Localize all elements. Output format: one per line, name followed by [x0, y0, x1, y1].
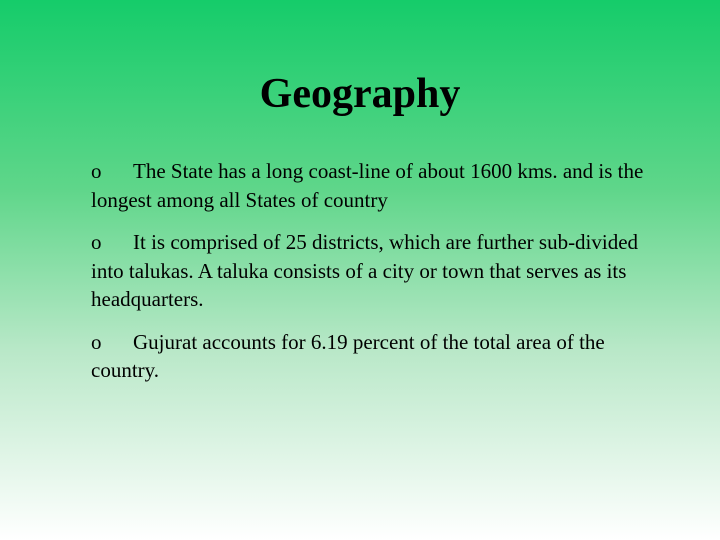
bullet-text: Gujurat accounts for 6.19 percent of the total area of the country. — [91, 329, 605, 382]
slide-title: Geography — [259, 71, 461, 117]
bullet-item — [91, 157, 651, 214]
bullet-list — [91, 157, 651, 399]
bullet-marker: o — [91, 159, 102, 183]
bullet-item — [91, 228, 651, 314]
bullet-text: It is comprised of 25 districts, which are further sub-divided into talukas. A taluka consists of a city or town that serves as its headquarters. — [91, 230, 639, 311]
bullet-marker: o — [91, 329, 102, 354]
bullet-marker: o — [91, 230, 102, 254]
bullet-item — [91, 328, 651, 385]
bullet-text: The State has a long coast-line of about 1600 kms. and is the longest among all States of country — [91, 159, 644, 212]
